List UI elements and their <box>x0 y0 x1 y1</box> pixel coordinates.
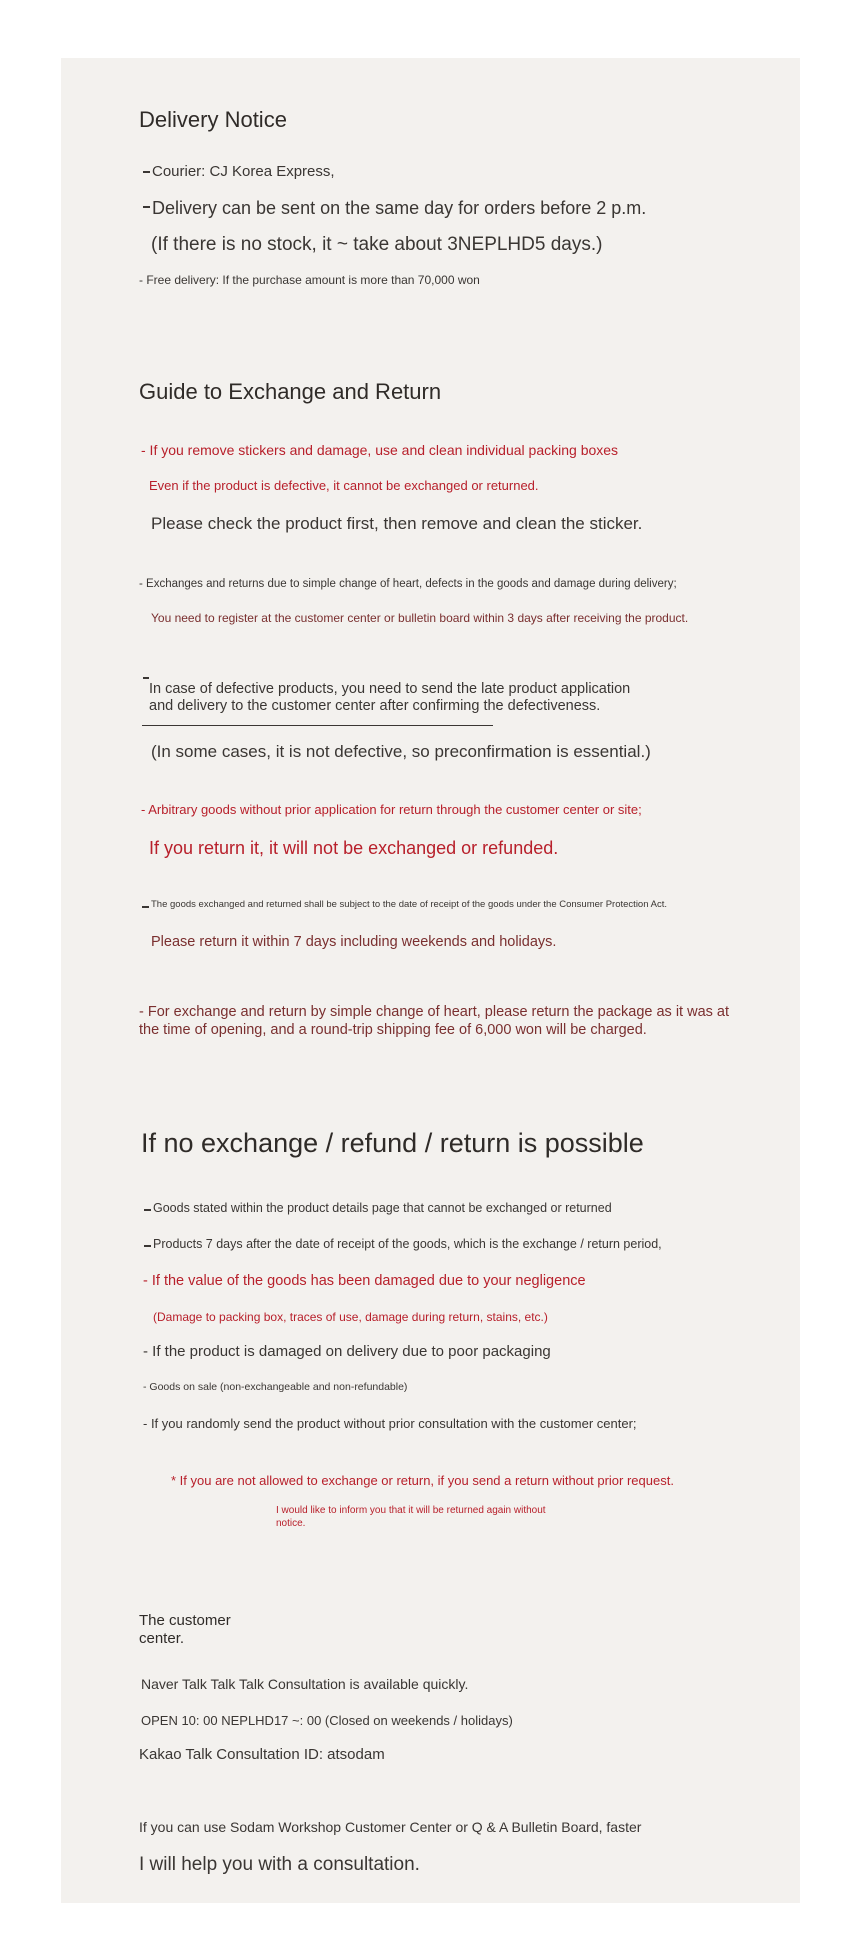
no-exchange-item3: - If the value of the goods has been damaged due to your negligence <box>143 1273 586 1289</box>
bullet-dash <box>143 171 150 173</box>
defective-line2: and delivery to the customer center after confirming the defectiveness. <box>149 698 601 714</box>
roundtrip-line2: the time of opening, and a round-trip shipping fee of 6,000 won will be charged. <box>139 1022 647 1038</box>
no-exchange-item3-note: (Damage to packing box, traces of use, damage during return, stains, etc.) <box>153 1310 548 1324</box>
preconfirm-text: (In some cases, it is not defective, so preconfirmation is essential.) <box>151 742 651 761</box>
bullet-dash <box>144 1209 151 1211</box>
warning-note-line1: I would like to inform you that it will be returned again without <box>276 1505 546 1516</box>
same-day-text: Delivery can be sent on the same day for orders before 2 p.m. <box>152 198 647 218</box>
help-text: I will help you with a consultation. <box>139 1854 420 1875</box>
no-exchange-item6: - If you randomly send the product without prior consultation with the customer center; <box>143 1416 637 1431</box>
no-exchange-item2: Products 7 days after the date of receipt of the goods, which is the exchange / return period, <box>153 1237 662 1251</box>
no-exchange-item5: - Goods on sale (non-exchangeable and non-refundable) <box>143 1381 408 1393</box>
defective-no-text: Even if the product is defective, it cannot be exchanged or returned. <box>149 478 539 493</box>
simple-change-text: - Exchanges and returns due to simple change of heart, defects in the goods and damage during delivery; <box>139 578 677 590</box>
check-first-text: Please check the product first, then remove and clean the sticker. <box>151 514 643 533</box>
no-stock-text: (If there is no stock, it ~ take about 3NEPLHD5 days.) <box>151 234 603 255</box>
defective-line1: In case of defective products, you need to send the late product application <box>149 681 631 697</box>
no-exchange-item1: Goods stated within the product details page that cannot be exchanged or returned <box>153 1201 612 1215</box>
seven-days-text: Please return it within 7 days including weekends and holidays. <box>151 934 557 950</box>
bullet-dash <box>144 1245 151 1247</box>
free-delivery-text: - Free delivery: If the purchase amount is more than 70,000 won <box>139 273 480 287</box>
bullet-dash <box>142 906 149 908</box>
divider-line <box>142 725 493 726</box>
bullet-dash <box>143 206 150 208</box>
kakao-id-text: Kakao Talk Consultation ID: atsodam <box>139 1746 385 1763</box>
warning-note-line2: notice. <box>276 1518 306 1529</box>
consumer-act-text: The goods exchanged and returned shall be subject to the date of receipt of the goods under the Consumer Protection Act. <box>151 899 667 910</box>
no-exchange-item4: - If the product is damaged on delivery due to poor packaging <box>143 1343 551 1360</box>
open-hours-text: OPEN 10: 00 NEPLHD17 ~: 00 (Closed on weekends / holidays) <box>141 1713 513 1728</box>
exchange-guide-title: Guide to Exchange and Return <box>139 379 442 404</box>
stickers-text: - If you remove stickers and damage, use and clean individual packing boxes <box>141 442 619 458</box>
delivery-title: Delivery Notice <box>139 107 287 132</box>
warning-text: * If you are not allowed to exchange or return, if you send a return without prior request. <box>171 1473 674 1488</box>
register-text: You need to register at the customer center or bulletin board within 3 days after receiving the product. <box>151 611 689 625</box>
courier-text: Courier: CJ Korea Express, <box>152 163 335 180</box>
bullet-dash <box>143 677 149 679</box>
naver-consult-text: Naver Talk Talk Talk Consultation is available quickly. <box>141 1676 469 1692</box>
roundtrip-line1: - For exchange and return by simple change of heart, please return the package as it was at <box>139 1004 730 1020</box>
bulletin-text: If you can use Sodam Workshop Customer Center or Q & A Bulletin Board, faster <box>139 1819 642 1835</box>
customer-center-title-line1: The customer <box>139 1612 231 1629</box>
customer-center-title-line2: center. <box>139 1630 185 1647</box>
arbitrary-text: - Arbitrary goods without prior application for return through the customer center or site; <box>141 802 642 817</box>
not-refunded-text: If you return it, it will not be exchanged or refunded. <box>149 838 559 858</box>
no-exchange-title: If no exchange / refund / return is possible <box>141 1128 644 1158</box>
